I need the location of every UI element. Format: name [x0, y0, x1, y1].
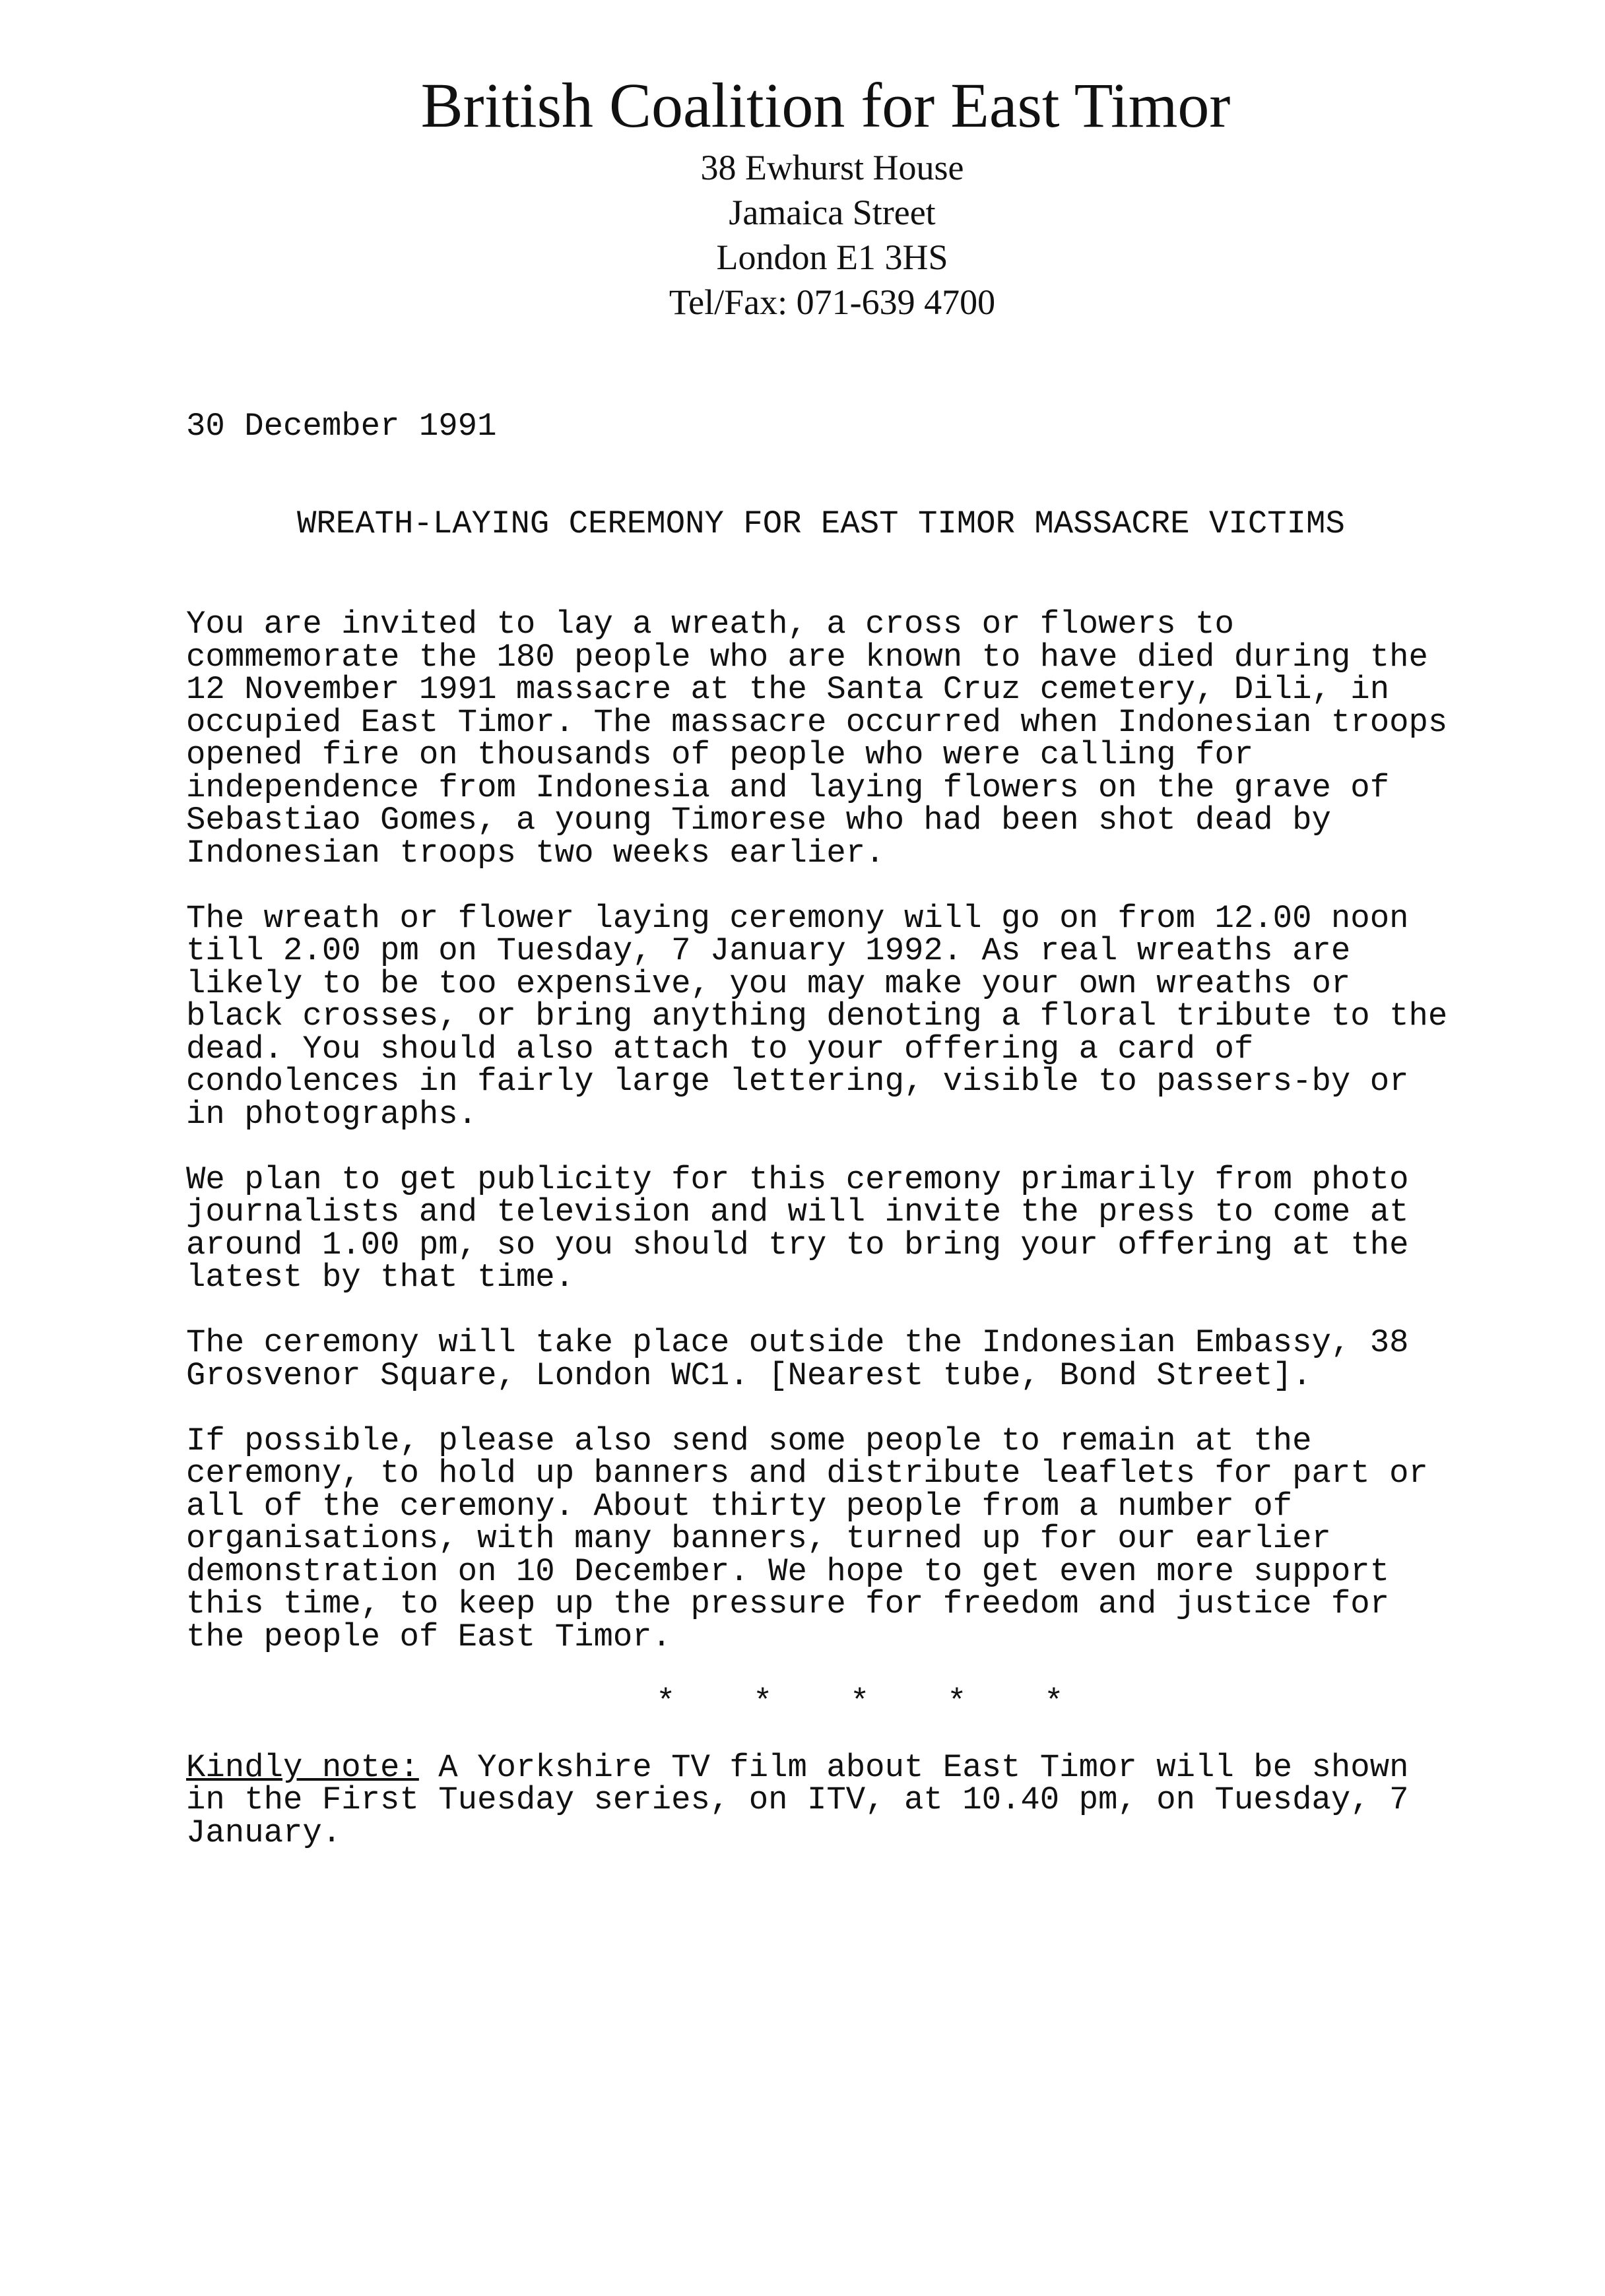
paragraph: [186, 1422, 1460, 1655]
note-text: A Yorkshire TV film about East Timor will be shown: [418, 1748, 1409, 1786]
paragraph: [186, 1324, 1460, 1394]
letterhead: [0, 66, 1605, 325]
address-line: London E1 3HS: [716, 238, 948, 277]
letter-body: [186, 608, 1460, 1882]
text-line: journalists and television and will invite the press to come at: [186, 1194, 1409, 1230]
text-line: all of the ceremony. About thirty people from a number of: [186, 1487, 1293, 1525]
text-line: around 1.00 pm, so you should try to bring your offering at the: [186, 1226, 1409, 1263]
text-line: black crosses, or bring anything denoting a floral tribute to the: [186, 998, 1448, 1035]
text-line: You are invited to lay a wreath, a cross or flowers to: [186, 606, 1234, 643]
note-paragraph: [186, 1748, 1460, 1851]
text-line: Indonesian troops two weeks earlier.: [186, 834, 885, 872]
letter-heading: WREATH-LAYING CEREMONY FOR EAST TIMOR MASSACRE VICTIMS: [297, 505, 1345, 542]
address-line: Jamaica Street: [729, 193, 936, 232]
text-line: occupied East Timor. The massacre occurred when Indonesian troops: [186, 703, 1448, 741]
text-line: opened fire on thousands of people who were calling for: [186, 736, 1254, 773]
text-line: 12 November 1991 massacre at the Santa Cruz cemetery, Dili, in: [186, 671, 1390, 708]
section-separator: * * * * *: [656, 1683, 1064, 1721]
paragraph: [186, 1161, 1460, 1296]
text-line: condolences in fairly large lettering, visible to passers-by or: [186, 1063, 1409, 1100]
text-line: in photographs.: [186, 1095, 478, 1133]
text-line: [186, 1748, 1460, 1786]
text-line: demonstration on 10 December. We hope to get even more support: [186, 1552, 1390, 1590]
letter-date: 30 December 1991: [186, 408, 497, 445]
paragraph: [186, 899, 1460, 1133]
text-line: commemorate the 180 people who are known to have died during the: [186, 638, 1428, 676]
organization-name: British Coalition for East Timor: [420, 70, 1231, 141]
text-line: The wreath or flower laying ceremony will go on from 12.00 noon: [186, 899, 1409, 937]
text-line: till 2.00 pm on Tuesday, 7 January 1992. As real wreaths are: [186, 932, 1351, 969]
text-line: dead. You should also attach to your offering a card of: [186, 1030, 1254, 1068]
text-line: ceremony, to hold up banners and distribute leaflets for part or: [186, 1455, 1428, 1492]
text-line: independence from Indonesia and laying flowers on the grave of: [186, 769, 1390, 806]
address-line: 38 Ewhurst House: [700, 148, 964, 187]
text-line: We plan to get publicity for this ceremony primarily from photo: [186, 1161, 1409, 1198]
text-line: in the First Tuesday series, on ITV, at 10.40 pm, on Tuesday, 7: [186, 1781, 1409, 1818]
text-line: likely to be too expensive, you may make your own wreaths or: [186, 965, 1351, 1002]
text-line: Grosvenor Square, London WC1. [Nearest tube, Bond Street].: [186, 1356, 1312, 1394]
text-line: Sebastiao Gomes, a young Timorese who had been shot dead by: [186, 802, 1331, 839]
text-line: the people of East Timor.: [186, 1618, 672, 1655]
paragraph: [186, 608, 1460, 870]
note-label: Kindly note:: [186, 1748, 419, 1786]
text-line: organisations, with many banners, turned up for our earlier: [186, 1520, 1331, 1557]
text-line: January.: [186, 1814, 342, 1851]
text-line: The ceremony will take place outside the Indonesian Embassy, 38: [186, 1324, 1409, 1361]
text-line: this time, to keep up the pressure for freedom and justice for: [186, 1585, 1390, 1622]
text-line: If possible, please also send some people to remain at the: [186, 1422, 1312, 1459]
text-line: latest by that time.: [186, 1259, 575, 1296]
contact-line: Tel/Fax: 071-639 4700: [669, 282, 996, 322]
